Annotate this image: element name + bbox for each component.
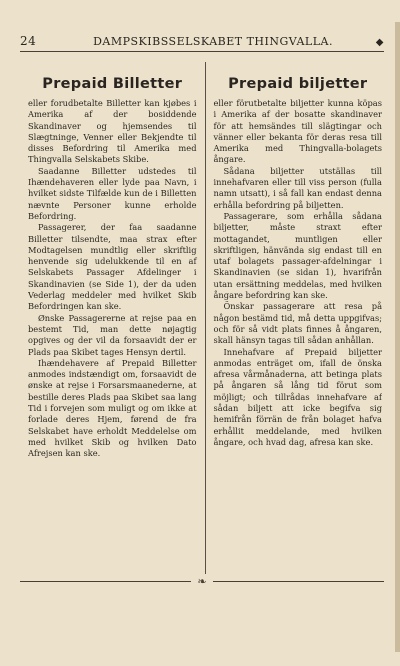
danish-column bbox=[28, 62, 205, 574]
ornament-icon: ❧ bbox=[197, 575, 207, 588]
header-rule bbox=[20, 51, 384, 52]
page-mark: ◆ bbox=[375, 37, 384, 48]
danish-paragraph: Saadanne Billetter udstedes til Ihændehaveren eller lyde paa Navn, i hvilket sidste Tilfælde kun de i Billetten nævnte Personer kunne erholde Befordring. bbox=[28, 165, 197, 221]
danish-paragraph: Ønske Passagererne at rejse paa en bestemt Tid, man dette nøjagtig opgives og der vil da forsaavidt der er Plads paa Skibet tages Hensyn dertil. bbox=[28, 312, 197, 357]
danish-heading: Prepaid Billetter bbox=[42, 76, 183, 92]
page-number: 24 bbox=[20, 34, 37, 48]
swedish-paragraph: Passagerare, som erhålla sådana biljetter, måste straxt efter mottagandet, muntligen eller skriftligen, hänvända sig endast till en utaf bolagets passager-afdelningar i Skandinavien (se sidan 1), hvarifrån utan ersättning meddelas, med hvilken ångare befordring kan ske. bbox=[213, 210, 383, 301]
danish-paragraph: Ihændehavere af Prepaid Billetter anmodes indstændigt om, forsaavidt de ønske at rejse i Forsarsmaanederne, at bestille deres Plads paa Skibet saa lang Tid i forvejen som muligt og om ikke at forlade deres Hjem, førend de fra Selskabet have erholdt Meddelelse om med hvilket Skib og hvilken Dato Afrejsen kan ske. bbox=[28, 357, 197, 459]
rule-line-left bbox=[20, 581, 191, 582]
swedish-paragraph: eller förutbetalte biljetter kunna köpas i Amerika af der bosatte skandinaver för att hemsändes till slägtingar och vänner eller bekanta för deras resa till Amerika med Thingvalla-bolagets ångare. bbox=[213, 98, 383, 165]
running-header bbox=[20, 34, 384, 48]
two-column-body bbox=[28, 62, 382, 574]
rule-line-right bbox=[213, 581, 384, 582]
bottom-ornament-rule bbox=[20, 575, 384, 588]
swedish-paragraph: Sådana biljetter utställas till innehafvaren eller till viss person (fulla namn utsatt), i så fall kan endast denna erhålla befordring på biljetten. bbox=[213, 165, 383, 210]
danish-paragraph: Passagerer, der faa saadanne Billetter tilsendte, maa strax efter Modtagelsen mundtlig eller skriftlig henvende sig udelukkende til en af Selskabets Passager Afdelinger i Skandinavien (se Side 1), der da uden Vederlag meddeler med hvilket Skib Befordringen kan ske. bbox=[28, 222, 197, 312]
swedish-paragraph: Innehafvare af Prepaid biljetter anmodas enträget om, ifall de önska afresa vårmånaderna, att betinga plats på ångaren så lång tid förut som möjligt; och tillrådas innehafvare af sådan biljett att icke begifva sig hemifrån förrän de från bolaget hafva erhållit meddelande, med hvilken ångare, och hvad dag, afresa kan ske. bbox=[213, 346, 383, 447]
danish-paragraph: eller forudbetalte Billetter kan kjøbes i Amerika af der bosiddende Skandinaver og hjemsendes til Slægtninge, Venner eller Bekjendte til disses Befordring til Amerika med Thingvalla Selskabets Skibe. bbox=[28, 98, 197, 165]
swedish-paragraph: Önskar passagerare att resa på någon bestämd tid, må detta uppgifvas; och för så vidt plats finnes å ångaren, skall hänsyn tagas till sådan anhållan. bbox=[213, 301, 383, 346]
swedish-column bbox=[205, 62, 382, 574]
swedish-heading: Prepaid biljetter bbox=[228, 76, 368, 92]
page-edge bbox=[395, 22, 400, 652]
running-title: DAMPSKIBSSELSKABET THINGVALLA. bbox=[93, 35, 333, 48]
